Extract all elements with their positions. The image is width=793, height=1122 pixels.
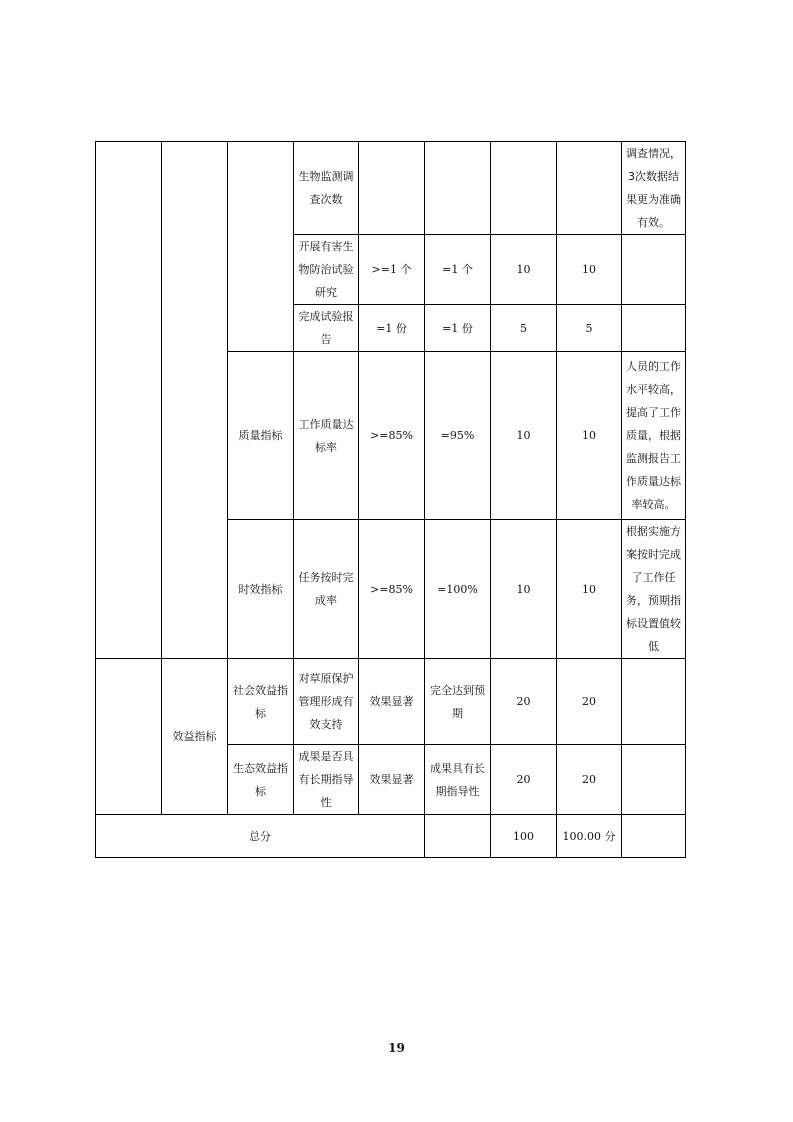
target-cell: >=1 个 [359, 235, 425, 305]
note-cell [622, 659, 686, 745]
table-row [96, 659, 686, 745]
weight-cell [491, 142, 557, 235]
cell-empty [228, 142, 294, 352]
score-cell: 20 [557, 745, 622, 815]
target-cell [359, 142, 425, 235]
total-row [96, 815, 686, 858]
category-cell: 质量指标 [228, 352, 294, 520]
actual-cell: =95% [425, 352, 491, 520]
note-cell: 调查情况，3次数据结果更为准确有效。 [622, 142, 686, 235]
indicator-cell: 成果是否具有长期指导性 [294, 745, 359, 815]
weight-cell: 10 [491, 235, 557, 305]
score-cell: 10 [557, 352, 622, 520]
actual-cell: =1 份 [425, 305, 491, 352]
cell-empty [162, 142, 228, 659]
actual-cell [425, 142, 491, 235]
note-cell [622, 815, 686, 858]
weight-cell: 10 [491, 352, 557, 520]
target-cell: 效果显著 [359, 745, 425, 815]
note-cell: 根据实施方案按时完成了工作任务，预期指标设置值较低 [622, 520, 686, 659]
table-row [96, 142, 686, 235]
indicator-cell: 任务按时完成率 [294, 520, 359, 659]
target-cell: 效果显著 [359, 659, 425, 745]
actual-cell: 完全达到预期 [425, 659, 491, 745]
score-cell: 5 [557, 305, 622, 352]
note-cell [622, 305, 686, 352]
indicator-cell: 工作质量达标率 [294, 352, 359, 520]
actual-cell: 成果具有长期指导性 [425, 745, 491, 815]
indicator-cell: 完成试验报告 [294, 305, 359, 352]
total-score: 100.00 分 [557, 815, 622, 858]
note-cell: 人员的工作水平较高，提高了工作质量，根据监测报告工作质量达标率较高。 [622, 352, 686, 520]
total-weight: 100 [491, 815, 557, 858]
score-cell [557, 142, 622, 235]
indicator-cell: 开展有害生物防治试验研究 [294, 235, 359, 305]
indicator-cell: 对草原保护管理形成有效支持 [294, 659, 359, 745]
target-cell: >=85% [359, 520, 425, 659]
actual-cell [425, 815, 491, 858]
total-label: 总分 [96, 815, 425, 858]
indicator-cell: 生物监测调查次数 [294, 142, 359, 235]
note-cell [622, 235, 686, 305]
score-cell: 10 [557, 235, 622, 305]
weight-cell: 10 [491, 520, 557, 659]
category-cell: 时效指标 [228, 520, 294, 659]
weight-cell: 20 [491, 745, 557, 815]
weight-cell: 5 [491, 305, 557, 352]
cell-empty [96, 142, 162, 659]
performance-table [95, 141, 686, 858]
category-cell: 生态效益指标 [228, 745, 294, 815]
score-cell: 20 [557, 659, 622, 745]
weight-cell: 20 [491, 659, 557, 745]
actual-cell: =100% [425, 520, 491, 659]
target-cell: =1 份 [359, 305, 425, 352]
level1-cell: 效益指标 [162, 659, 228, 815]
score-cell: 10 [557, 520, 622, 659]
target-cell: >=85% [359, 352, 425, 520]
actual-cell: =1 个 [425, 235, 491, 305]
page-number: 19 [388, 1041, 405, 1055]
cell-empty [96, 659, 162, 815]
note-cell [622, 745, 686, 815]
category-cell: 社会效益指标 [228, 659, 294, 745]
